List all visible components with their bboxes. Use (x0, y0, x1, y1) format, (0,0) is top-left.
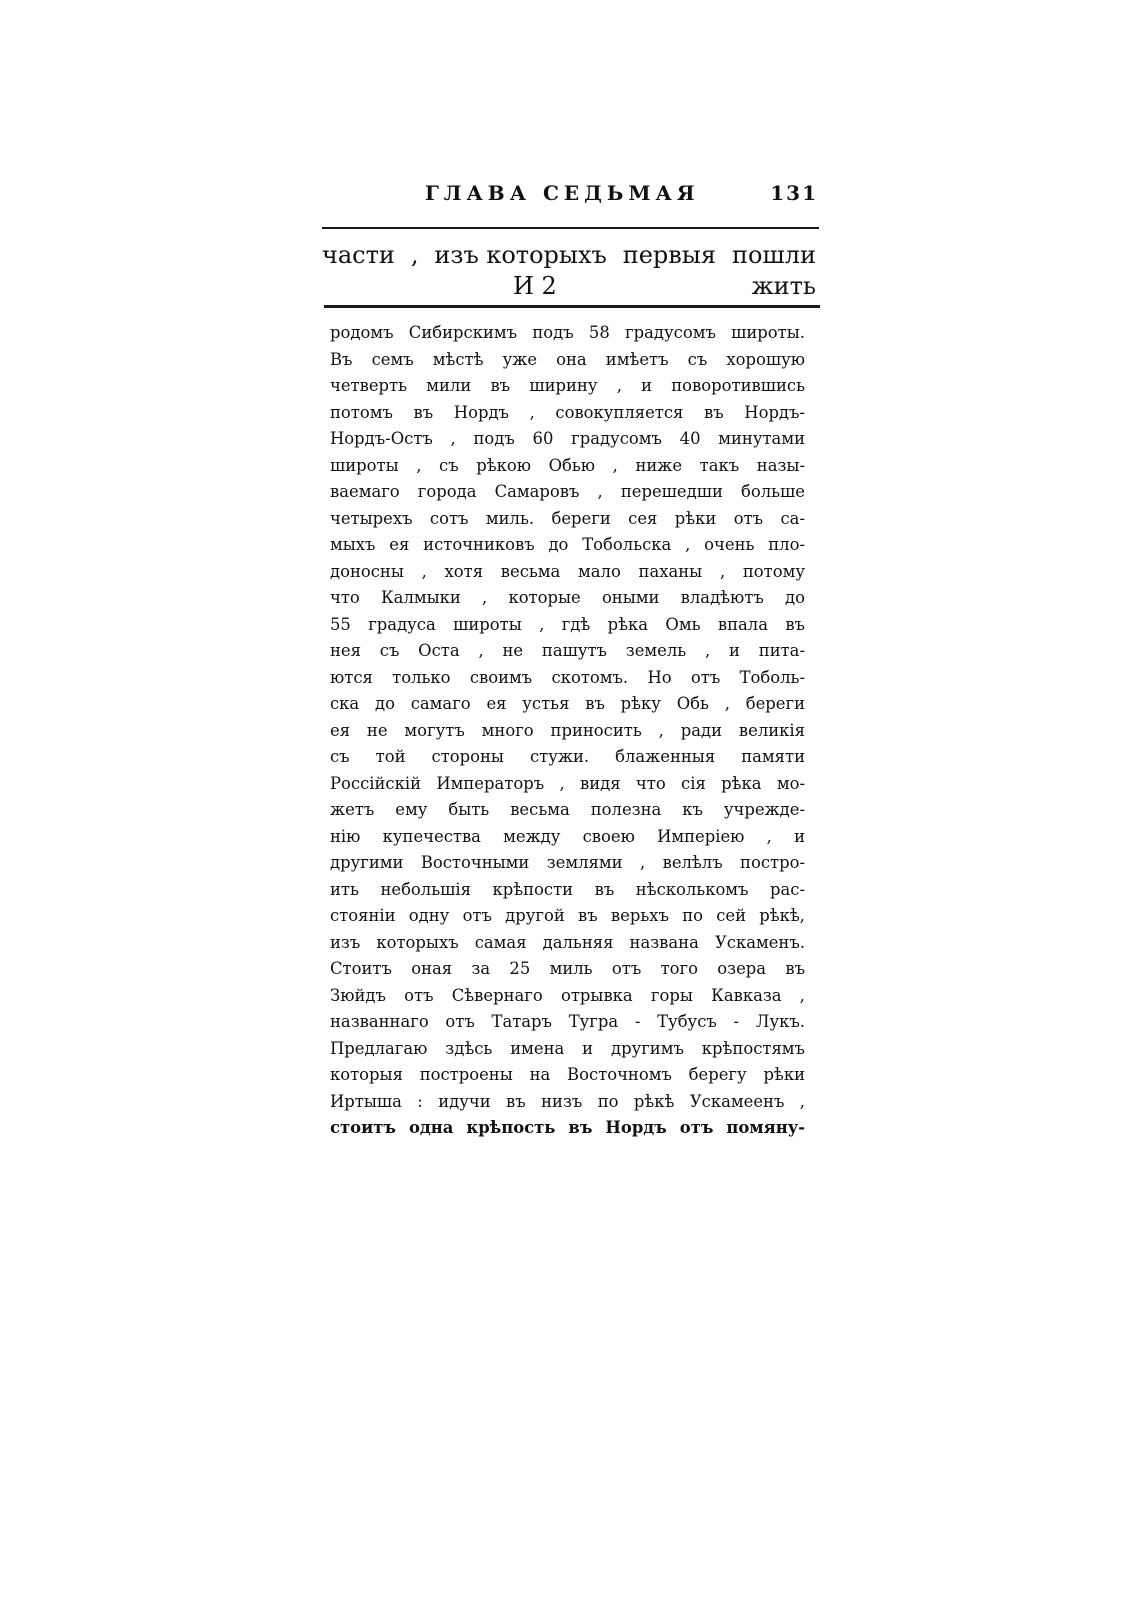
text-line: которыя построены на Восточномъ берегу рѣки (330, 1065, 805, 1084)
catchword-line-2 (322, 272, 816, 302)
text-line: стояніи одну отъ другой въ верьхъ по сей рѣкѣ, (330, 906, 805, 925)
text-line: ваемаго города Самаровъ , перешедши больше (330, 482, 805, 501)
text-line: ить небольшія крѣпости въ нѣсколькомъ рас- (330, 879, 805, 899)
text-line: Предлагаю здѣсь имена и другимъ крѣпостямъ (330, 1038, 805, 1058)
text-line: Въ семъ мѣстѣ уже она имѣетъ съ хорошую (330, 349, 805, 369)
text-line: потомъ въ Нордъ , совокупляется въ Нордъ- (330, 402, 805, 422)
catchword-word: изъ которыхъ (434, 241, 607, 269)
text-line: изъ которыхъ самая дальняя названа Ускаменъ. (330, 932, 805, 952)
text-line: жетъ ему быть весьма полезна къ учрежде- (330, 800, 805, 819)
text-line: мыхъ ея источниковъ до Тобольска , очень пло- (330, 535, 805, 554)
text-line: Россійскій Императоръ , видя что сія рѣка мо- (330, 773, 805, 793)
text-line: нію купечества между своею Имперіею , и (330, 826, 805, 846)
text-line: Нордъ-Остъ , подъ 60 градусомъ 40 минутами (330, 429, 805, 448)
text-line: что Калмыки , которые оными владѣютъ до (330, 588, 805, 607)
text-line: родомъ Сибирскимъ подъ 58 градусомъ широты. (330, 323, 805, 342)
catchword-word: пошли (731, 241, 816, 269)
text-line: названнаго отъ Татаръ Тугра - Тубусъ - Лукъ. (330, 1012, 805, 1031)
signature-mark: И 2 (513, 272, 557, 300)
catchword-word: , (410, 241, 419, 269)
text-line: другими Восточными землями , велѣлъ постро- (330, 853, 805, 872)
text-line: Зюйдъ отъ Сѣвернаго отрывка горы Кавказа , (330, 985, 805, 1005)
text-line: ея не могутъ много приносить , ради великія (330, 720, 805, 740)
text-line: нея съ Оста , не пашутъ земель , и пита- (330, 641, 805, 660)
text-line: съ той стороны стужи. блаженныя памяти (330, 747, 805, 766)
text-line: ются только своимъ скотомъ. Но отъ Тоболь- (330, 667, 805, 687)
text-line: Стоитъ оная за 25 миль отъ того озера въ (330, 959, 805, 978)
text-line: четырехъ сотъ миль. береги сея рѣки отъ са- (330, 508, 805, 528)
chapter-title: ГЛАВА СЕДЬМАЯ (425, 181, 700, 205)
text-line: доносны , хотя весьма мало паханы , потому (330, 561, 805, 581)
text-line: стоитъ одна крѣпость въ Нордъ отъ помяну- (330, 1118, 805, 1137)
running-head (425, 181, 818, 211)
catchword-word: первыя (622, 241, 717, 269)
body-text (330, 320, 805, 1142)
catchword-word: части (322, 241, 395, 269)
text-line: 55 градуса широты , гдѣ рѣка Омь впала въ (330, 614, 805, 634)
page-number: 131 (770, 181, 818, 205)
text-line: четверть мили въ ширину , и поворотившись (330, 376, 805, 395)
text-line: ска до самаго ея устья въ рѣку Обь , береги (330, 694, 805, 713)
catchword: жить (751, 272, 816, 300)
section-rule (324, 305, 820, 308)
header-rule (322, 227, 819, 229)
text-line: Иртыша : идучи въ низъ по рѣкѣ Ускамеенъ , (330, 1091, 805, 1111)
text-line: широты , съ рѣкою Обью , ниже такъ назы- (330, 455, 805, 475)
catchword-line-1 (322, 241, 816, 273)
